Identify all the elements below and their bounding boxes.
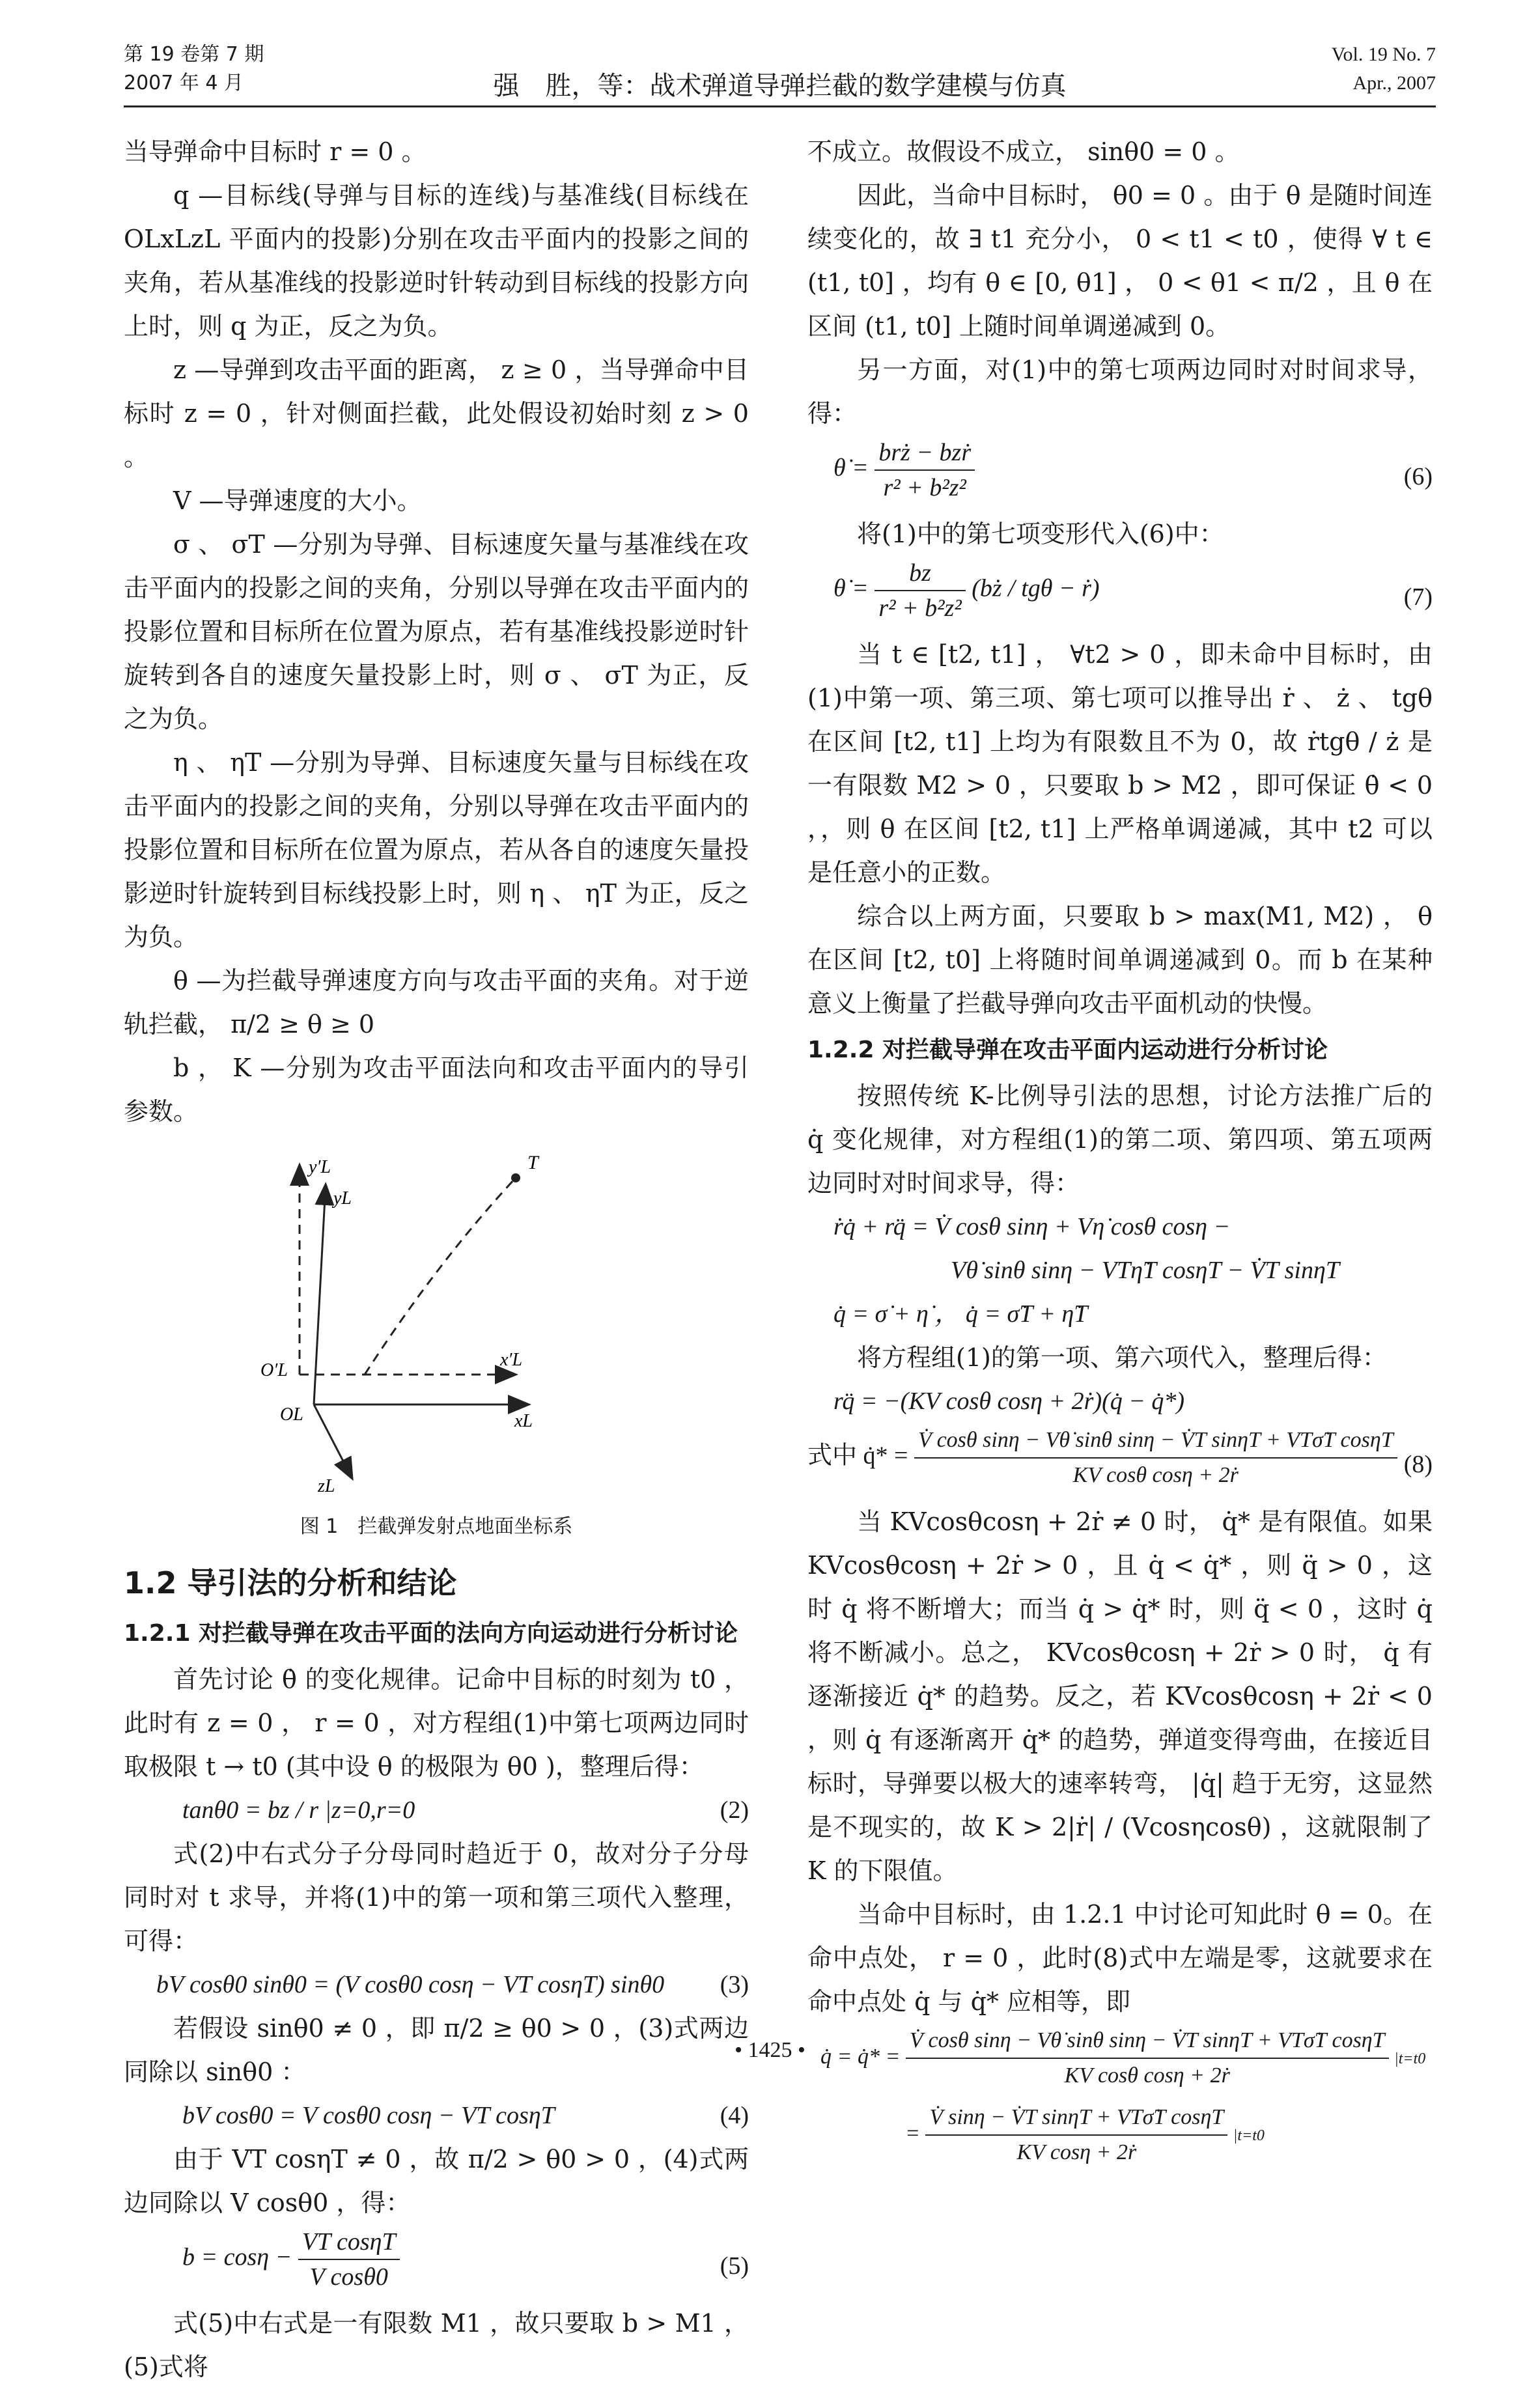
equation-2 [124, 1789, 749, 1832]
evaluation-bar: |t=t0 [1394, 2050, 1426, 2067]
volume-issue: 第 19 卷第 7 期 [124, 43, 264, 66]
definition-q: q —目标线(导弹与目标的连线)与基准线(目标线在 OLxLzL 平面内的投影)分别在攻击平面内的投影之间的夹角，若从基准线的投影逆时针转动到目标线的投影方向上时，则 q 为正，反之为负。 [124, 181, 749, 341]
numerator: bz [875, 556, 965, 591]
label-z: zL [318, 1476, 335, 1496]
equation-body: bV cosθ0 sinθ0 = (V cosθ0 cosη − VT cosηT) sinθ0 [156, 1971, 665, 1998]
equation-8 [807, 1423, 1433, 1500]
fraction [875, 436, 975, 505]
label-y-prime: y′L [309, 1157, 331, 1177]
denominator: KV cosθ cosη + 2ṙ [1064, 2063, 1230, 2088]
paragraph: 当命中目标时，由 1.2.1 中讨论可知此时 θ = 0。在命中点处， r = 0 ，此时(8)式中左端是零，这就要求在命中点处 q̇ 与 q̇* 应相等，即 [807, 1900, 1433, 2016]
definition-theta: θ —为拦截导弹速度方向与攻击平面的夹角。对于逆轨拦截， π/2 ≥ θ ≥ 0 [124, 966, 749, 1039]
equation-lhs: = [905, 2121, 920, 2145]
equation-7 [807, 556, 1433, 633]
trajectory-curve [365, 1179, 514, 1375]
equation-a-line1: ṙq̇ + rq̈ = V̇ cosθ sinη + Vη̇ cosθ cosη − [833, 1213, 1231, 1240]
denominator: r² + b²z² [878, 594, 962, 622]
journal-issue [124, 40, 264, 69]
fraction [914, 1423, 1397, 1492]
fraction [875, 556, 965, 625]
equation-lhs: θ̇ = [833, 454, 869, 482]
fraction [298, 2225, 400, 2294]
denominator: KV cosθ cosη + 2ṙ [1072, 1463, 1239, 1487]
paragraph: 式(2)中右式分子分母同时趋近于 0，故对分子分母同时对 t 求导，并将(1)中的第一项和第三项代入整理，可得： [124, 1839, 749, 1955]
paragraph: 若假设 sinθ0 ≠ 0 ，即 π/2 ≥ θ0 > 0 ，(3)式两边同除以 sinθ0 ： [124, 2014, 749, 2086]
y-axis [314, 1186, 326, 1404]
paragraph: 综合以上两方面，只要取 b > max(M1, M2) ， θ 在区间 [t2, t0] 上将随时间单调递减到 0。而 b 在某种意义上衡量了拦截导弹向攻击平面机动的快慢。 [807, 902, 1433, 1018]
figure-1 [124, 1134, 749, 1550]
equation-5 [124, 2225, 749, 2302]
definition-sigma: σ 、 σT —分别为导弹、目标速度矢量与基准线在攻击平面内的投影之间的夹角，分别以导弹在攻击平面内的投影位置和目标所在位置为原点，若有基准线投影逆时针旋转到各自的速度矢量投影上时，则 σ 、 σT 为正，反之为负。 [124, 530, 749, 733]
label-x: xL [514, 1411, 533, 1431]
paragraph: 另一方面，对(1)中的第七项两边同时对时间求导，得： [807, 356, 1433, 428]
paragraph: 当导弹命中目标时 r = 0 。 [124, 137, 427, 166]
equation-lhs: q̇ = q̇* = [820, 2044, 901, 2069]
page-header [124, 40, 1436, 105]
denominator: KV cosη + 2ṙ [1016, 2140, 1137, 2164]
equation-4 [124, 2094, 749, 2138]
equation-a-line2: Vθ̇ sinθ sinη − VTη̇T cosηT − V̇T sinηT [951, 1257, 1339, 1284]
figure-caption: 图 1 拦截弹发射点地面坐标系 [300, 1515, 573, 1538]
label-x-prime: x′L [500, 1350, 523, 1370]
label-y: yL [333, 1188, 352, 1208]
equation-number: (3) [720, 1971, 749, 1998]
equation-number: (6) [1403, 463, 1433, 490]
paragraph: 按照传统 K-比例导引法的思想，讨论方法推广后的 q̇ 变化规律，对方程组(1)的第二项、第四项、第五项两边同时对时间求导，得： [807, 1082, 1433, 1197]
running-title: 强 胜，等：战术弹道导弹拦截的数学建模与仿真 [493, 71, 1067, 101]
equation-3 [124, 1963, 749, 2007]
paragraph: 因此，当命中目标时， θ0 = 0 。由于 θ 是随时间连续变化的，故 ∃ t1 充分小， 0 < t1 < t0 ，使得 ∀ t ∈ (t1, t0] ，均有 θ ∈ [0, θ1] ， 0 < θ1 < π/2 ，且 θ 在区间 (t1, t0] 上随时间单调递减到 0。 [807, 181, 1433, 341]
subsection-heading: 1.2.2 对拦截导弹在攻击平面内运动进行分析讨论 [807, 1037, 1328, 1063]
definition-z: z —导弹到攻击平面的距离， z ≥ 0 ，当导弹命中目标时 z = 0 ，针对侧面拦截，此处假设初始时刻 z > 0 。 [124, 356, 749, 471]
paragraph: 式(5)中右式是一有限数 M1 ，故只要取 b > M1 ，(5)式将 [124, 2309, 749, 2381]
paragraph: 当 KVcosθcosη + 2ṙ ≠ 0 时， q̇* 是有限值。如果 KVcosθcosη + 2ṙ > 0 ，且 q̇ < q̇* ，则 q̈ > 0 ，这时 q̇ 将不断增大；而当 q̇ > q̇* 时，则 q̈ < 0 ，这时 q̇ 将不断减小。总之， KVcosθcosη + 2ṙ > 0 时， q̇ 有逐渐接近 q̇* 的趋势。反之，若 KVcosθcosη + 2ṙ < 0 ，则 q̇ 有逐渐离开 q̇* 的趋势，弹道变得弯曲，在接近目标时，导弹要以极大的速率转弯， |q̇| 趋于无穷，这显然是不现实的，故 K > 2|ṙ| / (Vcosηcosθ) ，这就限制了 K 的下限值。 [807, 1507, 1433, 1885]
equation-number: (8) [1403, 1451, 1433, 1478]
paragraph: 将(1)中的第七项变形代入(6)中： [857, 520, 1224, 548]
equation-number: (5) [720, 2252, 749, 2280]
numerator: V̇ sinη − V̇T sinηT + VTσ̇T cosηT [925, 2101, 1227, 2136]
definition-eta: η 、 ηT —分别为导弹、目标速度矢量与目标线在攻击平面内的投影之间的夹角，分别以导弹在攻击平面内的投影位置和目标所在位置为原点，若从各自的速度矢量投影逆时针旋转到目标线投影上时，则 η 、 ηT 为正，反之为负。 [124, 748, 749, 951]
equation-number: (4) [720, 2102, 749, 2129]
journal-issue-en [1332, 40, 1436, 69]
fraction [925, 2101, 1227, 2170]
numerator: VT cosηT [298, 2225, 400, 2260]
paragraph: 首先讨论 θ̇ 的变化规律。记命中目标的时刻为 t0 ，此时有 z = 0 ， r = 0 ，对方程组(1)中第七项两边同时取极限 t → t0 (其中设 θ 的极限为 θ0 )，整理后得： [124, 1665, 749, 1781]
equation-lhs: θ̇ = [833, 574, 869, 602]
issue-date: 2007 年 4 月 [124, 72, 244, 94]
header-rule [124, 105, 1436, 107]
paragraph: 由于 VT cosηT ≠ 0 ，故 π/2 > θ0 > 0 ，(4)式两边同除以 V cosθ0 ，得： [124, 2145, 749, 2217]
volume-issue-en: Vol. 19 No. 7 [1331, 44, 1436, 65]
target-point [511, 1173, 520, 1182]
equation-body: tanθ0 = bz / r |z=0,r=0 [182, 1796, 415, 1824]
equation-body: bV cosθ0 = V cosθ0 cosη − VT cosηT [182, 2102, 555, 2129]
equation-number: (2) [720, 1796, 749, 1824]
evaluation-bar: |t=t0 [1233, 2127, 1265, 2144]
equation-rhs: (bż / tgθ − ṙ) [972, 574, 1100, 602]
paragraph: 将方程组(1)的第一项、第六项代入，整理后得： [857, 1343, 1387, 1372]
equation-c: rq̈ = −(KV cosθ cosη + 2ṙ)(q̇ − q̇*) [833, 1388, 1185, 1415]
label-o-prime: O′L [260, 1360, 288, 1380]
equation-lhs: b = cosη − [182, 2243, 292, 2271]
paragraph: 不成立。故假设不成立， sinθ0 = 0 。 [807, 137, 1240, 166]
page-number: • 1425 • [735, 2038, 805, 2062]
numerator: brż − bzṙ [875, 436, 975, 471]
label-T: T [527, 1152, 539, 1173]
denominator: r² + b²z² [883, 474, 966, 501]
label-o: OL [280, 1404, 303, 1425]
equation-6 [807, 436, 1433, 512]
numerator: V̇ cosθ sinη − Vθ̇ sinθ sinη − V̇T sinηT + VTσ̇T cosηT [914, 1423, 1397, 1459]
definition-b-k: b ， K —分别为攻击平面法向和攻击平面内的导引参数。 [124, 1054, 749, 1126]
coordinate-diagram [260, 1147, 606, 1498]
equation-lhs: 式中 q̇* = [807, 1442, 908, 1470]
subsection-heading: 1.2.1 对拦截导弹在攻击平面的法向方向运动进行分析讨论 [124, 1620, 738, 1647]
numerator: V̇ cosθ sinη − Vθ̇ sinθ sinη − V̇T sinηT + VTσ̇T cosηT [906, 2024, 1389, 2059]
denominator: V cosθ0 [309, 2263, 388, 2291]
issue-date-en: Apr., 2007 [1352, 72, 1436, 94]
section-heading: 1.2 导引法的分析和结论 [124, 1565, 457, 1600]
definition-v: V —导弹速度的大小。 [173, 486, 422, 515]
right-column [807, 130, 1433, 2177]
equation-b: q̇ = σ̇ + η̇ ， q̇ = σ̇T + η̇T [833, 1300, 1088, 1328]
equation-number: (7) [1403, 583, 1433, 611]
paragraph: 当 t ∈ [t2, t1] ， ∀t2 > 0 ，即未命中目标时，由(1)中第一项、第三项、第七项可以推导出 ṙ 、 ż 、 tgθ 在区间 [t2, t1] 上均为有限数且不为 0，故 ṙtgθ / ż 是一有限数 M2 > 0 ，只要取 b > M2 ，即可保证 θ̇ < 0 ，，则 θ 在区间 [t2, t1] 上严格单调递减，其中 t2 可以是任意小的正数。 [807, 640, 1433, 887]
equation-10 [807, 2101, 1433, 2177]
z-axis [314, 1404, 352, 1477]
